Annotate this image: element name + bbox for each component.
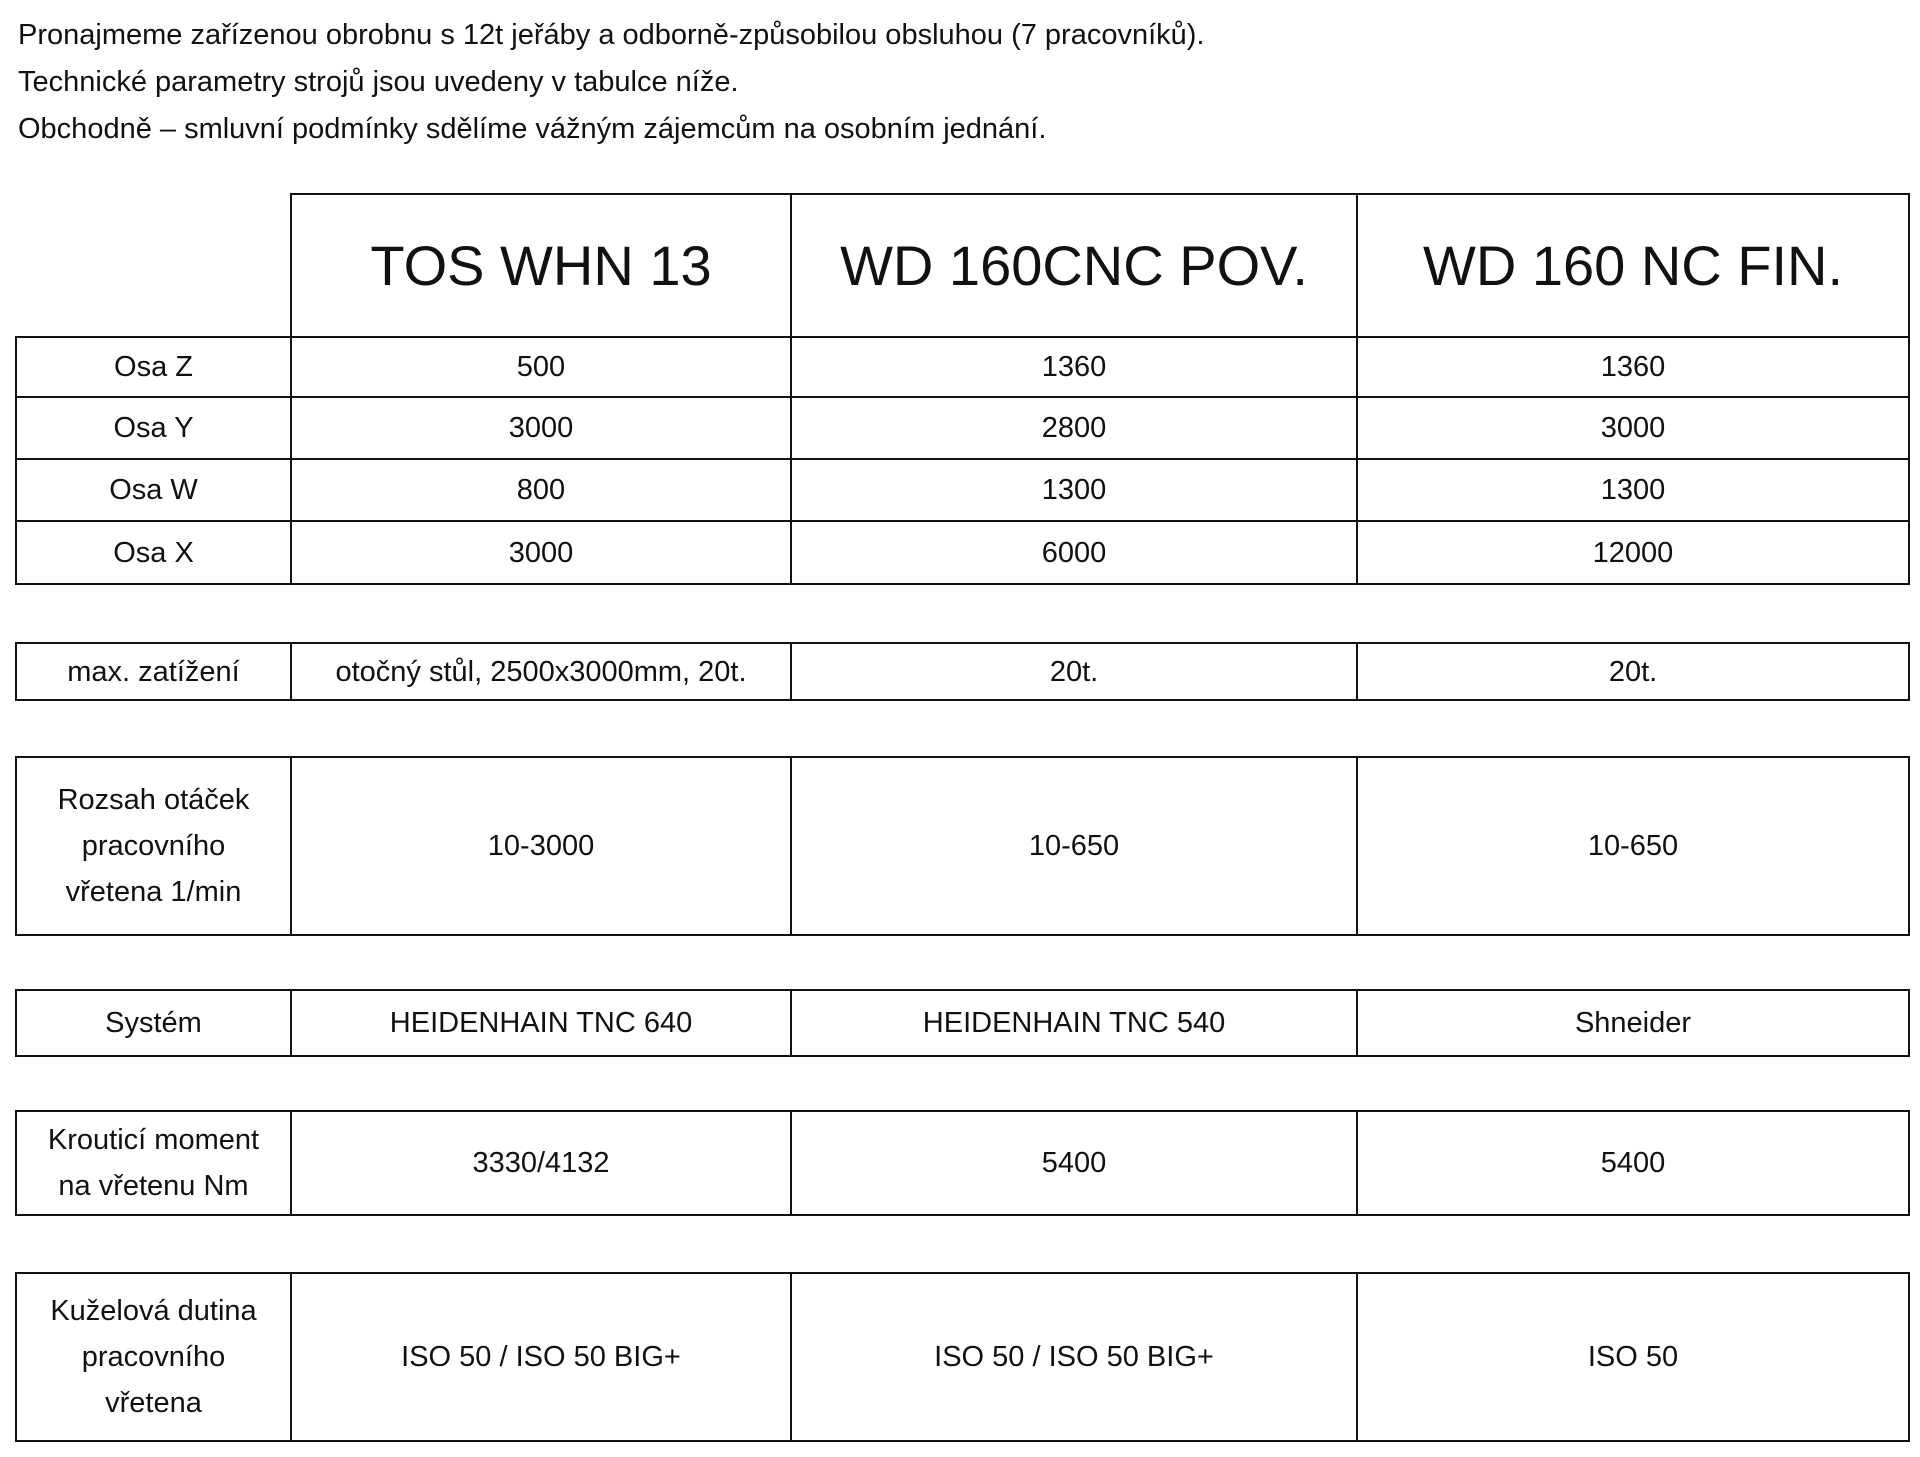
system-table <box>15 989 1910 1057</box>
table-cell: ISO 50 <box>1357 1273 1909 1441</box>
taper-table <box>15 1272 1910 1442</box>
spindle-speed-table <box>15 756 1910 936</box>
machine-header-row <box>16 194 1909 337</box>
load-table <box>15 642 1910 701</box>
table-cell: 1300 <box>1357 459 1909 521</box>
intro-line-3: Obchodně – smluvní podmínky sdělíme vážným zájemcům na osobním jednání. <box>18 113 1047 145</box>
torque-table <box>15 1110 1910 1216</box>
table-cell: ISO 50 / ISO 50 BIG+ <box>791 1273 1357 1441</box>
row-label: Systém <box>16 990 291 1056</box>
axes-table <box>15 193 1910 585</box>
table-cell: 800 <box>291 459 791 521</box>
table-cell: 20t. <box>1357 643 1909 700</box>
row-label: Osa W <box>16 459 291 521</box>
row-label <box>16 1273 291 1441</box>
machine-name: WD 160 NC FIN. <box>1357 194 1909 337</box>
row-label-line: pracovního <box>81 830 226 862</box>
table-row <box>16 990 1909 1056</box>
table-cell: 2800 <box>791 397 1357 459</box>
table-cell: HEIDENHAIN TNC 640 <box>291 990 791 1056</box>
table-row <box>16 521 1909 584</box>
table-row <box>16 397 1909 459</box>
header-corner <box>16 194 291 337</box>
row-label: max. zatížení <box>16 643 291 700</box>
intro-line-2: Technické parametry strojů jsou uvedeny v tabulce níže. <box>18 66 739 98</box>
table-cell: 20t. <box>791 643 1357 700</box>
intro-line-1: Pronajmeme zařízenou obrobnu s 12t jeřáby a odborně-způsobilou obsluhou (7 pracovníků). <box>18 19 1205 51</box>
table-cell: 12000 <box>1357 521 1909 584</box>
table-row <box>16 1111 1909 1215</box>
row-label <box>16 1111 291 1215</box>
table-cell: 10-650 <box>791 757 1357 935</box>
table-cell: 1360 <box>1357 337 1909 397</box>
row-label-line: na vřetenu Nm <box>58 1170 249 1202</box>
table-cell: 3000 <box>1357 397 1909 459</box>
table-cell: 1360 <box>791 337 1357 397</box>
table-cell: 1300 <box>791 459 1357 521</box>
row-label-line: Kuželová dutina <box>50 1295 257 1327</box>
row-label-line: vřetena 1/min <box>65 876 242 908</box>
table-cell: 10-3000 <box>291 757 791 935</box>
table-cell: 500 <box>291 337 791 397</box>
table-cell: 3330/4132 <box>291 1111 791 1215</box>
row-label-line: pracovního <box>81 1341 226 1373</box>
table-cell: 5400 <box>1357 1111 1909 1215</box>
table-row <box>16 459 1909 521</box>
row-label: Osa X <box>16 521 291 584</box>
row-label-line: Rozsah otáček <box>57 784 250 816</box>
table-row <box>16 337 1909 397</box>
table-cell: 3000 <box>291 521 791 584</box>
row-label: Osa Y <box>16 397 291 459</box>
machine-name: WD 160CNC POV. <box>791 194 1357 337</box>
table-cell: 10-650 <box>1357 757 1909 935</box>
row-label: Osa Z <box>16 337 291 397</box>
table-cell: 3000 <box>291 397 791 459</box>
intro-text <box>18 12 1898 153</box>
table-row <box>16 757 1909 935</box>
table-cell: 5400 <box>791 1111 1357 1215</box>
table-cell: ISO 50 / ISO 50 BIG+ <box>291 1273 791 1441</box>
table-cell: Shneider <box>1357 990 1909 1056</box>
table-cell: otočný stůl, 2500x3000mm, 20t. <box>291 643 791 700</box>
machine-name: TOS WHN 13 <box>291 194 791 337</box>
row-label-line: vřetena <box>105 1387 202 1419</box>
row-label-line: Krouticí moment <box>47 1124 260 1156</box>
table-row <box>16 643 1909 700</box>
table-cell: HEIDENHAIN TNC 540 <box>791 990 1357 1056</box>
table-row <box>16 1273 1909 1441</box>
table-cell: 6000 <box>791 521 1357 584</box>
row-label <box>16 757 291 935</box>
